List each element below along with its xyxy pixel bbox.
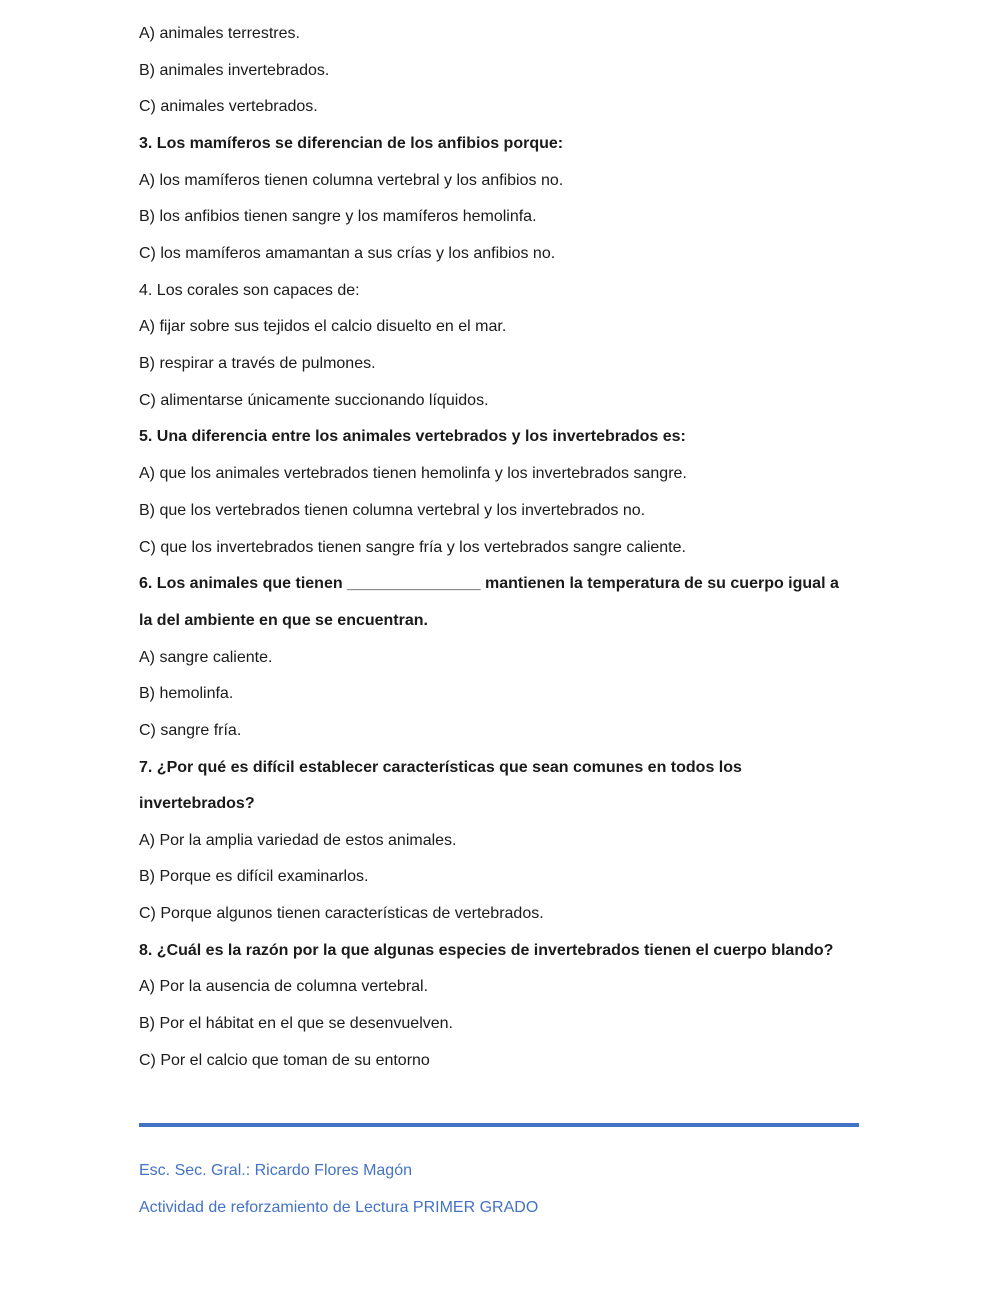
footer-school: Esc. Sec. Gral.: Ricardo Flores Magón	[139, 1162, 412, 1179]
option-a-q8: A) Por la ausencia de columna vertebral.	[139, 978, 429, 995]
question-3: 3. Los mamíferos se diferencian de los anfibios porque:	[139, 135, 564, 152]
option-c-q8: C) Por el calcio que toman de su entorno	[139, 1052, 430, 1069]
question-8: 8. ¿Cuál es la razón por la que algunas especies de invertebrados tienen el cuerpo blando?	[139, 942, 834, 959]
question-5: 5. Una diferencia entre los animales vertebrados y los invertebrados es:	[139, 428, 686, 445]
option-b-q2: B) animales invertebrados.	[139, 62, 330, 79]
option-b-q4: B) respirar a través de pulmones.	[139, 355, 376, 372]
question-6-continued: la del ambiente en que se encuentran.	[139, 612, 428, 629]
option-b-q5: B) que los vertebrados tienen columna vertebral y los invertebrados no.	[139, 502, 646, 519]
option-a-q4: A) fijar sobre sus tejidos el calcio disuelto en el mar.	[139, 318, 507, 335]
option-c-q4: C) alimentarse únicamente succionando líquidos.	[139, 392, 489, 409]
footer-divider	[139, 1123, 859, 1127]
option-a-q5: A) que los animales vertebrados tienen hemolinfa y los invertebrados sangre.	[139, 465, 687, 482]
footer-activity: Actividad de reforzamiento de Lectura PRIMER GRADO	[139, 1199, 539, 1216]
question-7: 7. ¿Por qué es difícil establecer características que sean comunes en todos los	[139, 759, 742, 776]
question-4: 4. Los corales son capaces de:	[139, 282, 360, 299]
option-b-q7: B) Porque es difícil examinarlos.	[139, 868, 369, 885]
option-a-q7: A) Por la amplia variedad de estos animales.	[139, 832, 457, 849]
option-b-q6: B) hemolinfa.	[139, 685, 234, 702]
option-c-q6: C) sangre fría.	[139, 722, 242, 739]
option-a-q6: A) sangre caliente.	[139, 649, 273, 666]
option-a-q2: A) animales terrestres.	[139, 25, 300, 42]
option-c-q5: C) que los invertebrados tienen sangre fría y los vertebrados sangre caliente.	[139, 539, 686, 556]
option-b-q8: B) Por el hábitat en el que se desenvuelven.	[139, 1015, 453, 1032]
option-b-q3: B) los anfibios tienen sangre y los mamíferos hemolinfa.	[139, 208, 537, 225]
question-7-continued: invertebrados?	[139, 795, 255, 812]
question-6: 6. Los animales que tienen _______________ mantienen la temperatura de su cuerpo igual a	[139, 575, 839, 592]
option-c-q2: C) animales vertebrados.	[139, 98, 318, 115]
option-c-q3: C) los mamíferos amamantan a sus crías y los anfibios no.	[139, 245, 556, 262]
option-c-q7: C) Porque algunos tienen características de vertebrados.	[139, 905, 544, 922]
option-a-q3: A) los mamíferos tienen columna vertebral y los anfibios no.	[139, 172, 564, 189]
